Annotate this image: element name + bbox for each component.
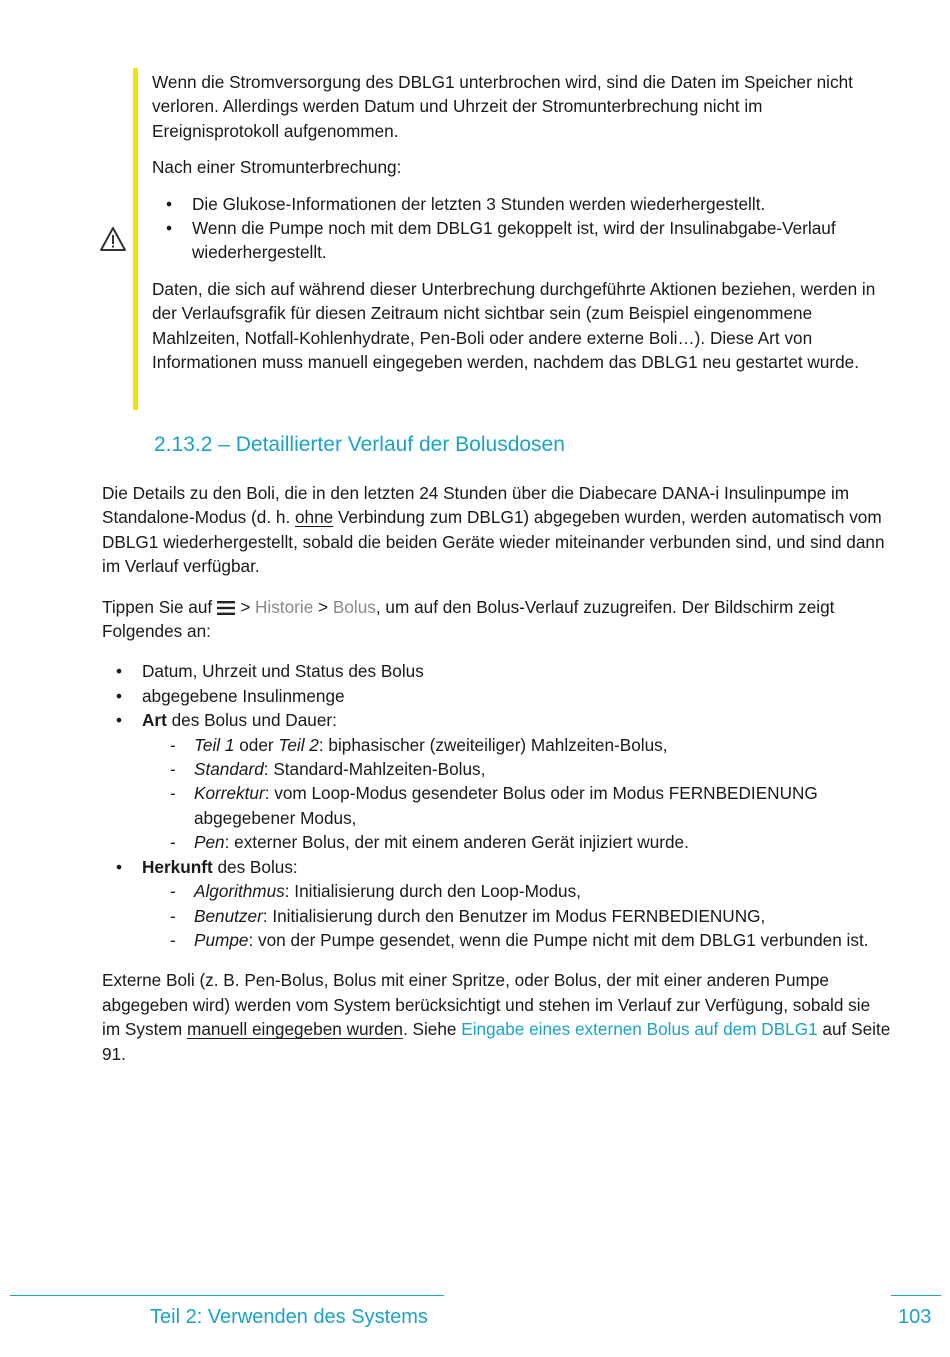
term: Algorithmus [194, 881, 285, 902]
tap-paragraph [102, 595, 892, 644]
art-text: des Bolus und Dauer: [166, 710, 337, 731]
sublist-item [142, 733, 892, 757]
term: Teil 2 [278, 734, 319, 755]
page-number: 103 [898, 1306, 932, 1328]
list-item: • Wenn die Pumpe noch mit dem DBLG1 gekoppelt ist, wird der Insulinabgabe-Verlauf wiederhergestellt. [152, 216, 892, 265]
footer-divider-left [10, 1295, 444, 1296]
warning-paragraph-3: Daten, die sich auf während dieser Unterbrechung durchgeführte Aktionen beziehen, werden in der Verlaufsgrafik für diesen Zeitraum nicht sichtbar sein (zum Beispiel eingenommene Mahlzeiten, Notfall-Kohlenhydrate, Pen-Boli oder andere externe Boli…). Diese Art von Informationen muss manuell eingegeben werden, nachdem das DBLG1 neu gestartet wurde. [152, 278, 876, 373]
list-item-art [102, 708, 892, 854]
sublist-item [142, 781, 892, 830]
sublist-item [142, 928, 892, 952]
term: Teil 1 [194, 734, 235, 755]
term-description: : vom Loop-Modus gesendeter Bolus oder im Modus FERNBEDIENUNG abgegebener Modus, [194, 783, 818, 828]
sublist-item [142, 830, 892, 854]
warning-bar [133, 68, 138, 410]
list-item-herkunft [102, 855, 892, 953]
warning-box [152, 70, 892, 386]
tap-separator-1: > [240, 596, 256, 617]
term: Pumpe [194, 929, 249, 950]
intro-paragraph [102, 481, 892, 579]
intro-text-before: Die Details zu den Boli, die in den letzten 24 Stunden über die Diabecare DANA-i Insulinpumpe im Standalone-Modus (d. h. [102, 483, 850, 528]
bolus-info-list [102, 659, 892, 952]
section-body [102, 481, 892, 1082]
menu-icon [216, 600, 236, 616]
term-description: : biphasischer (zweiteiliger) Mahlzeiten-Bolus, [318, 734, 668, 755]
intro-underlined: ohne [295, 507, 334, 528]
section-heading: 2.13.2 – Detaillierter Verlauf der Bolusdosen [154, 433, 565, 456]
list-item: • Datum, Uhrzeit und Status des Bolus [102, 659, 892, 683]
external-text-before: Externe Boli (z. B. Pen-Bolus, Bolus mit einer Spritze, oder Bolus, der mit einer anderen Pumpe abgegeben wird) werden vom System berücksichtigt und stehen im Verlauf zur Verfügung, sobald sie im System [102, 970, 871, 1040]
term: Korrektur [194, 783, 265, 804]
herkunft-label: Herkunft [142, 856, 213, 877]
term: Standard [194, 759, 264, 780]
sublist-item [142, 904, 892, 928]
list-item: • abgegebene Insulinmenge [102, 684, 892, 708]
tap-text-before: Tippen Sie auf [102, 596, 213, 617]
term: Benutzer [194, 905, 263, 926]
bolus-menu-item: Bolus [332, 596, 376, 617]
footer-divider-right [891, 1295, 941, 1296]
term-description: : Standard-Mahlzeiten-Bolus, [263, 759, 486, 780]
term-description: : Initialisierung durch den Loop-Modus, [284, 881, 581, 902]
external-bolus-paragraph [102, 968, 892, 1066]
footer-title: Teil 2: Verwenden des Systems [150, 1306, 428, 1328]
warning-list [152, 192, 892, 265]
external-text-mid: . Siehe [402, 1019, 462, 1040]
external-underlined: manuell eingegeben wurden [187, 1019, 403, 1040]
historie-menu-item: Historie [255, 596, 314, 617]
term-joiner: oder [234, 734, 279, 755]
warning-paragraph-2: Nach einer Stromunterbrechung: [152, 157, 402, 178]
sublist-item [142, 757, 892, 781]
herkunft-text: des Bolus: [212, 856, 298, 877]
herkunft-sublist [142, 879, 892, 952]
term-description: : von der Pumpe gesendet, wenn die Pumpe nicht mit dem DBLG1 verbunden ist. [248, 929, 869, 950]
sublist-item [142, 879, 892, 903]
intro-text-after: Verbindung zum DBLG1) abgegeben wurden, werden automatisch vom DBLG1 wiederhergestellt, sobald die beiden Geräte wieder miteinander verbunden sind, und sind dann im Verlauf verfügbar. [102, 507, 885, 577]
term: Pen [194, 832, 225, 853]
tap-separator-2: > [313, 596, 333, 617]
warning-paragraph-1: Wenn die Stromversorgung des DBLG1 unterbrochen wird, sind die Daten im Speicher nicht verloren. Allerdings werden Datum und Uhrzeit der Stromunterbrechung nicht im Ereignisprotokoll aufgenommen. [152, 72, 853, 141]
list-item: • Die Glukose-Informationen der letzten 3 Stunden werden wiederhergestellt. [152, 192, 892, 216]
external-text-after: auf Seite 91. [102, 1019, 891, 1064]
term-description: : Initialisierung durch den Benutzer im Modus FERNBEDIENUNG, [262, 905, 766, 926]
art-label: Art [142, 710, 167, 731]
term-description: : externer Bolus, der mit einem anderen Gerät injiziert wurde. [224, 832, 689, 853]
cross-reference-link[interactable]: Eingabe eines externen Bolus auf dem DBLG1 [461, 1019, 818, 1040]
art-sublist [142, 733, 892, 855]
warning-triangle-icon [99, 226, 127, 252]
tap-text-after: , um auf den Bolus-Verlauf zuzugreifen. Der Bildschirm zeigt Folgendes an: [102, 596, 835, 642]
